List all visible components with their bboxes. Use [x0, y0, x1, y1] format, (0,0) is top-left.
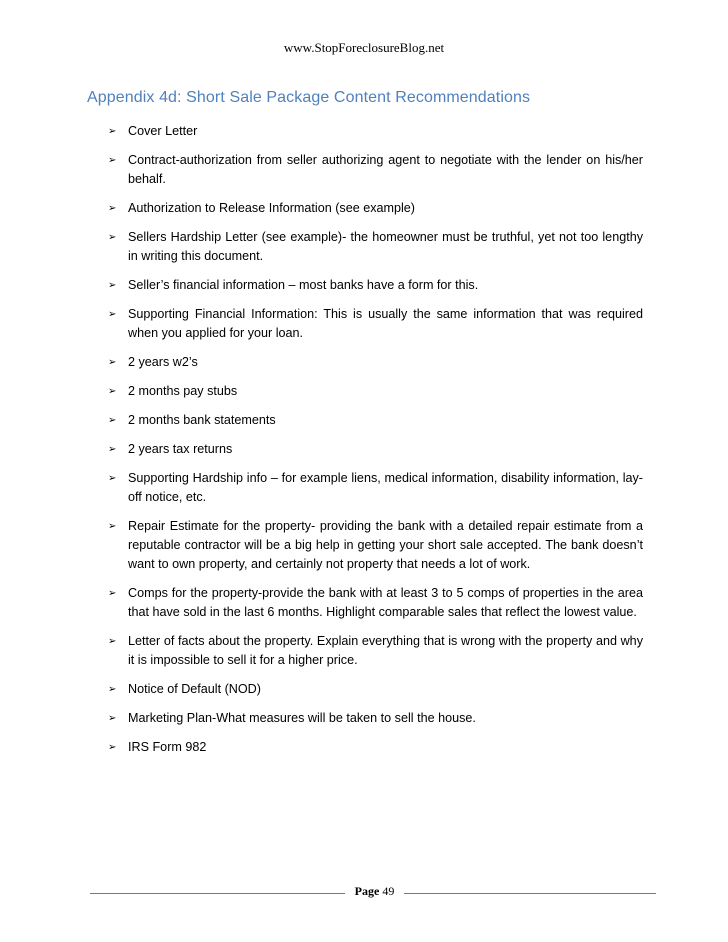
list-item-text: Repair Estimate for the property- providing the bank with a detailed repair estimate from a reputable contractor will be a big help in getting your short sale accepted. The bank doesn’t want to own property, and certainly not property that needs a lot of work.: [128, 519, 643, 571]
list-item: [108, 199, 643, 218]
list-item: [108, 305, 643, 343]
list-item-text: Sellers Hardship Letter (see example)- the homeowner must be truthful, yet not too lengthy in writing this document.: [128, 230, 643, 263]
page-number: 49: [382, 884, 395, 898]
arrow-bullet-icon: ➢: [108, 713, 117, 724]
list-item: [108, 469, 643, 507]
list-item: [108, 353, 643, 372]
arrow-bullet-icon: ➢: [108, 386, 117, 397]
arrow-bullet-icon: ➢: [108, 588, 117, 599]
footer-rule-right: [404, 893, 656, 894]
list-item-text: Comps for the property-provide the bank with at least 3 to 5 comps of properties in the area that have sold in the last 6 months. Highlight comparable sales that reflect the lowest value.: [128, 586, 643, 619]
list-item: [108, 411, 643, 430]
page-heading: Appendix 4d: Short Sale Package Content Recommendations: [87, 89, 531, 106]
list-item: [108, 151, 643, 189]
list-item: [108, 680, 643, 699]
header-site-url: www.StopForeclosureBlog.net: [283, 40, 445, 55]
list-item-text: Seller’s financial information – most banks have a form for this.: [128, 278, 479, 292]
list-item-text: Marketing Plan-What measures will be taken to sell the house.: [128, 711, 476, 725]
arrow-bullet-icon: ➢: [108, 684, 117, 695]
list-item: [108, 738, 643, 757]
arrow-bullet-icon: ➢: [108, 155, 117, 166]
page-number-label: [345, 884, 404, 899]
arrow-bullet-icon: ➢: [108, 473, 117, 484]
list-item-text: Notice of Default (NOD): [128, 682, 261, 696]
list-item-text: 2 years w2’s: [128, 355, 198, 369]
list-item: [108, 517, 643, 574]
list-item: [108, 632, 643, 670]
arrow-bullet-icon: ➢: [108, 203, 117, 214]
list-item: [108, 122, 643, 141]
page-footer: [90, 884, 656, 900]
arrow-bullet-icon: ➢: [108, 280, 117, 291]
footer-rule-left: [90, 893, 345, 894]
page-label: Page: [354, 884, 380, 898]
arrow-bullet-icon: ➢: [108, 232, 117, 243]
list-item-text: Contract-authorization from seller authorizing agent to negotiate with the lender on his/her behalf.: [128, 153, 643, 186]
list-item-text: 2 months pay stubs: [128, 384, 238, 398]
list-item-text: 2 months bank statements: [128, 413, 276, 427]
list-item-text: IRS Form 982: [128, 740, 207, 754]
recommendation-list: [108, 122, 643, 767]
list-item: [108, 382, 643, 401]
list-item-text: Supporting Hardship info – for example liens, medical information, disability information, lay-off notice, etc.: [128, 471, 643, 504]
list-item-text: Letter of facts about the property. Explain everything that is wrong with the property and why it is impossible to sell it for a higher price.: [128, 634, 643, 667]
arrow-bullet-icon: ➢: [108, 415, 117, 426]
arrow-bullet-icon: ➢: [108, 444, 117, 455]
list-item-text: 2 years tax returns: [128, 442, 233, 456]
list-item: [108, 440, 643, 459]
arrow-bullet-icon: ➢: [108, 126, 117, 137]
arrow-bullet-icon: ➢: [108, 636, 117, 647]
arrow-bullet-icon: ➢: [108, 521, 117, 532]
arrow-bullet-icon: ➢: [108, 742, 117, 753]
list-item-text: Authorization to Release Information (see example): [128, 201, 416, 215]
list-item: [108, 709, 643, 728]
list-item: [108, 228, 643, 266]
arrow-bullet-icon: ➢: [108, 357, 117, 368]
arrow-bullet-icon: ➢: [108, 309, 117, 320]
list-item: [108, 584, 643, 622]
list-item-text: Cover Letter: [128, 124, 198, 138]
list-item-text: Supporting Financial Information: This is usually the same information that was required when you applied for your loan.: [128, 307, 643, 340]
list-item: [108, 276, 643, 295]
